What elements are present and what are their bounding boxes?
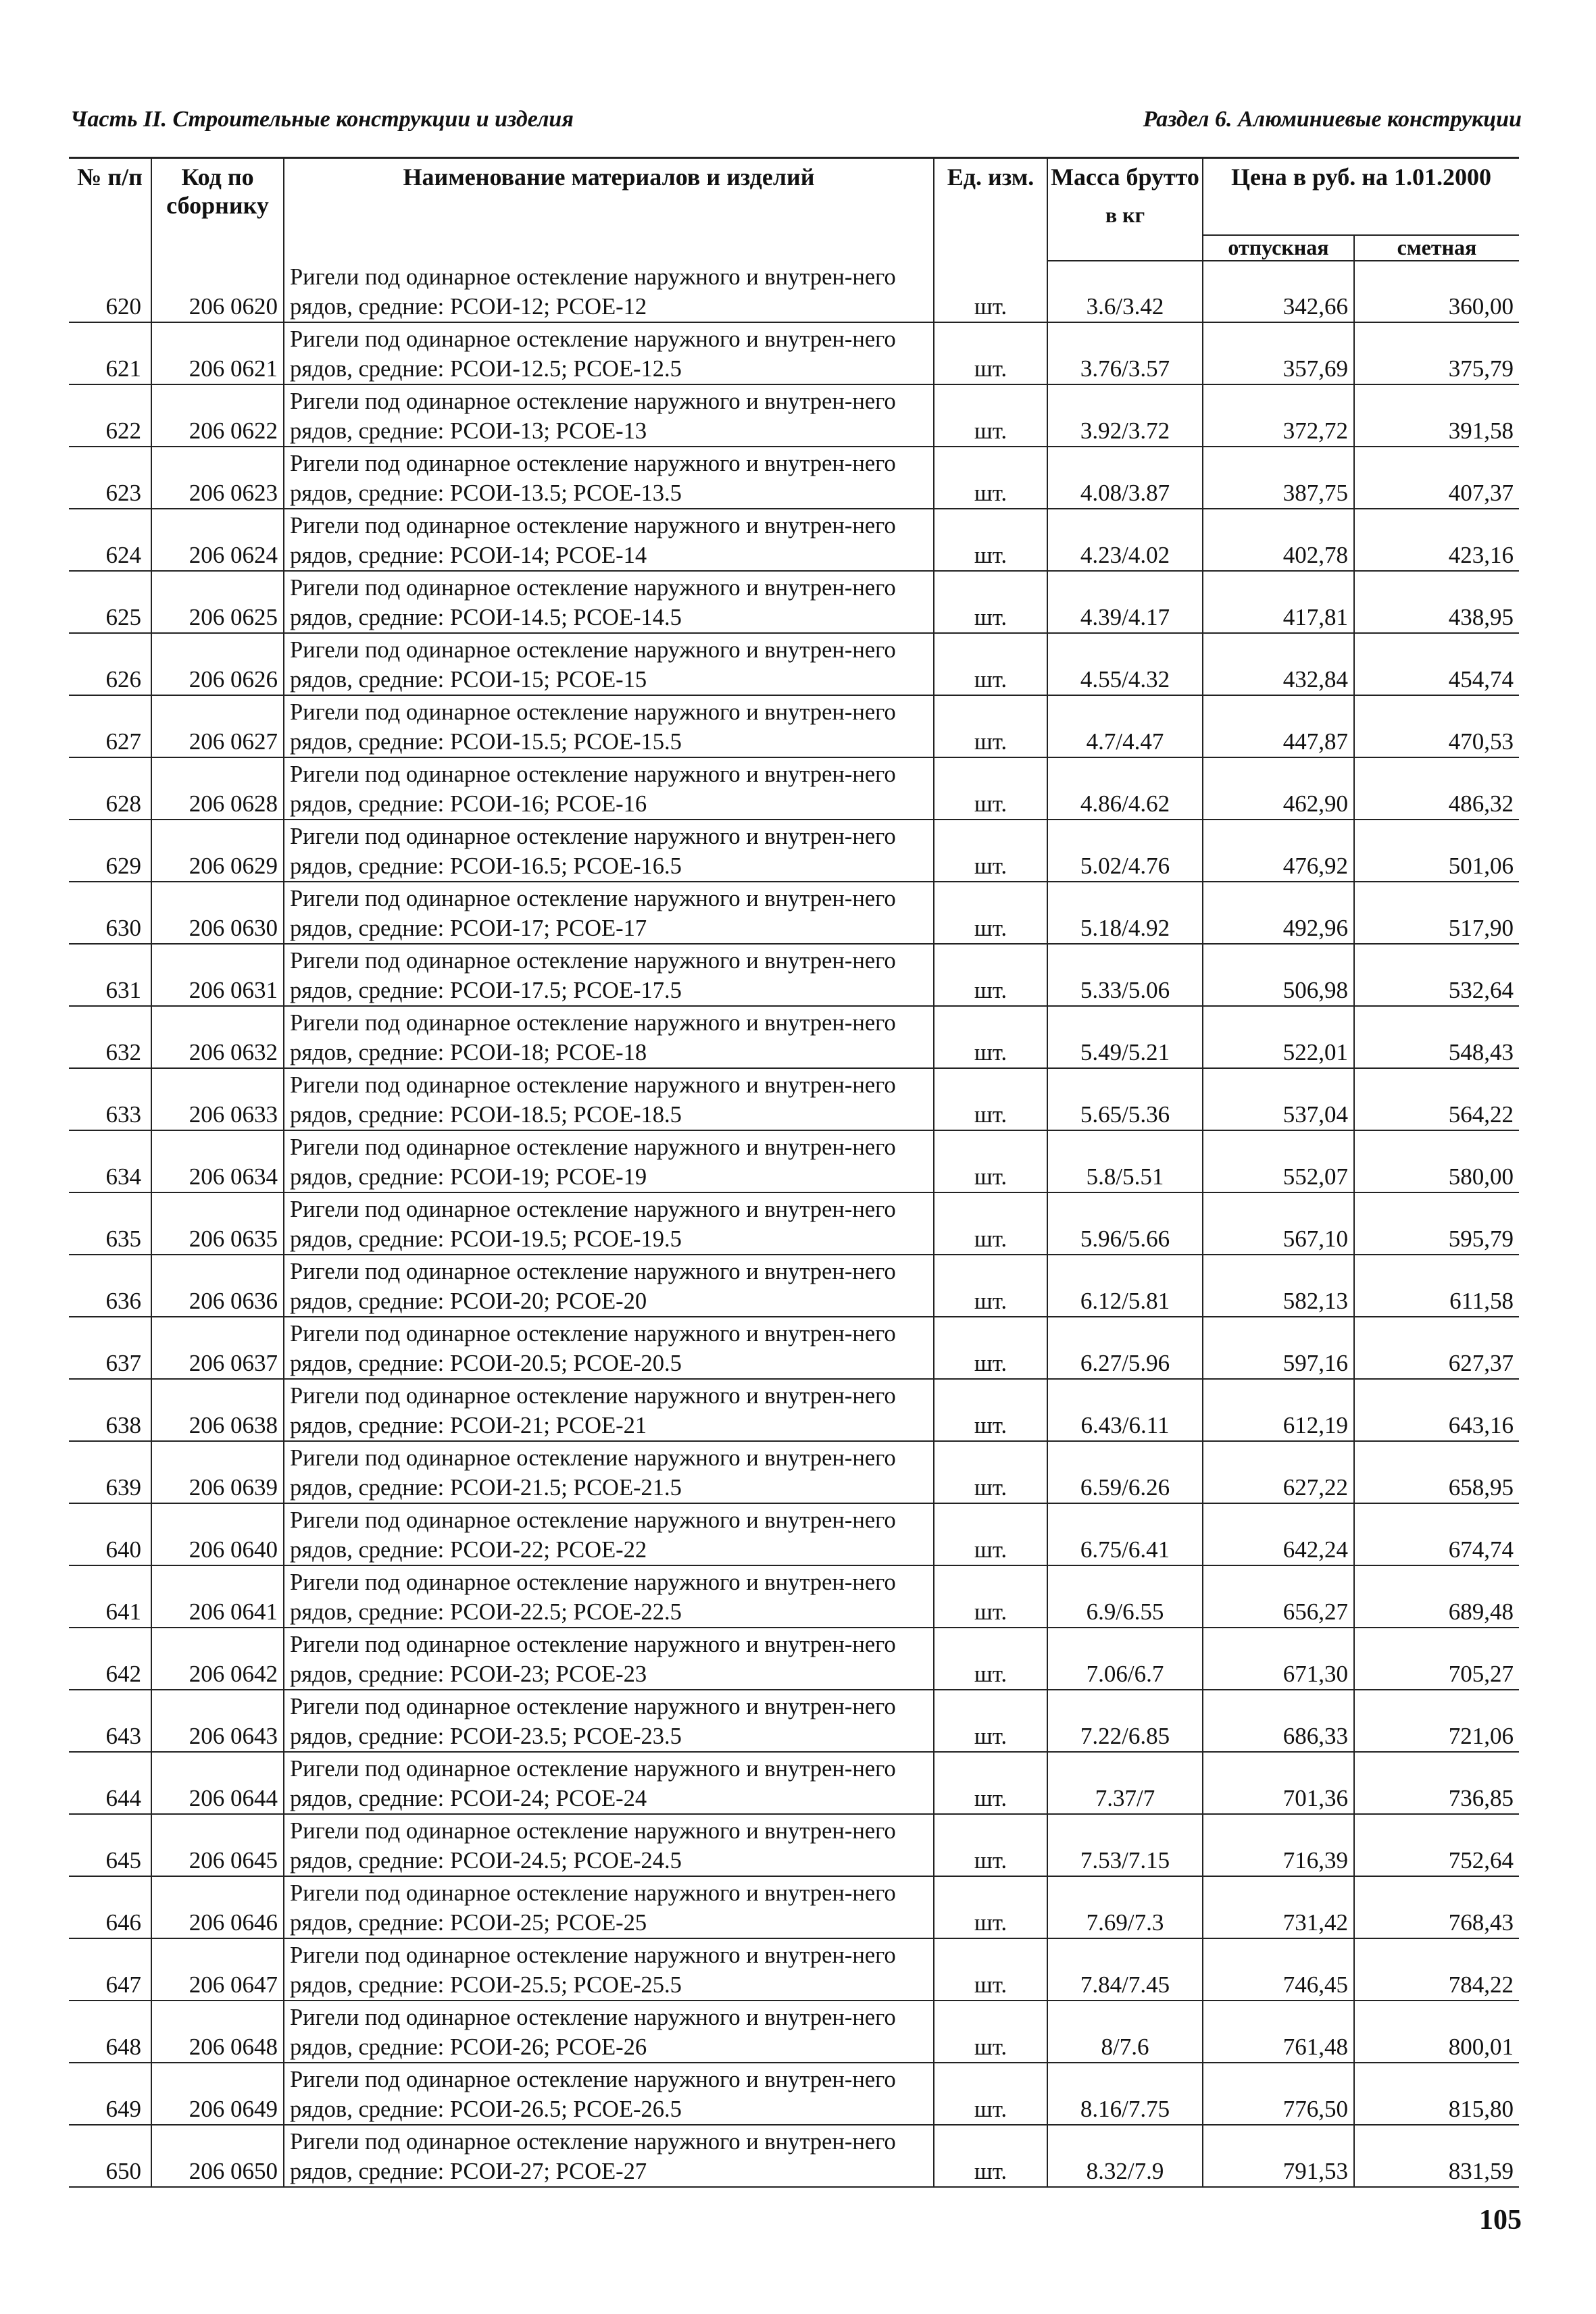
row-mass: 3.76/3.57 bbox=[1047, 322, 1203, 384]
row-name: Ригели под одинарное остекление наружного и внутрен-него рядов, средние: РСОИ-25.5; РСОЕ-25.5 bbox=[284, 1938, 934, 2001]
row-code: 206 0638 bbox=[151, 1379, 284, 1441]
row-num: 636 bbox=[69, 1255, 151, 1317]
row-code: 206 0632 bbox=[151, 1006, 284, 1068]
row-num: 642 bbox=[69, 1628, 151, 1690]
row-mass: 7.06/6.7 bbox=[1047, 1628, 1203, 1690]
row-price-release: 506,98 bbox=[1203, 944, 1354, 1006]
row-unit: шт. bbox=[934, 509, 1047, 571]
col-header-price-release: отпускная bbox=[1203, 235, 1354, 261]
row-num: 647 bbox=[69, 1938, 151, 2001]
table-row bbox=[69, 820, 1519, 882]
table-row bbox=[69, 2125, 1519, 2187]
row-code: 206 0620 bbox=[151, 261, 284, 322]
row-code: 206 0643 bbox=[151, 1690, 284, 1752]
row-price-estimate: 454,74 bbox=[1354, 633, 1519, 695]
row-price-release: 567,10 bbox=[1203, 1192, 1354, 1255]
row-code: 206 0647 bbox=[151, 1938, 284, 2001]
row-price-release: 357,69 bbox=[1203, 322, 1354, 384]
row-code: 206 0626 bbox=[151, 633, 284, 695]
row-code: 206 0636 bbox=[151, 1255, 284, 1317]
row-price-release: 761,48 bbox=[1203, 2001, 1354, 2063]
row-unit: шт. bbox=[934, 1752, 1047, 1814]
row-price-release: 656,27 bbox=[1203, 1565, 1354, 1628]
row-code: 206 0621 bbox=[151, 322, 284, 384]
table-row bbox=[69, 882, 1519, 944]
row-price-estimate: 501,06 bbox=[1354, 820, 1519, 882]
row-price-estimate: 580,00 bbox=[1354, 1130, 1519, 1192]
row-price-estimate: 564,22 bbox=[1354, 1068, 1519, 1130]
row-price-estimate: 800,01 bbox=[1354, 2001, 1519, 2063]
row-num: 628 bbox=[69, 757, 151, 820]
row-mass: 5.18/4.92 bbox=[1047, 882, 1203, 944]
row-code: 206 0646 bbox=[151, 1876, 284, 1938]
row-price-estimate: 627,37 bbox=[1354, 1317, 1519, 1379]
col-header-num: № п/п bbox=[69, 158, 151, 261]
row-price-release: 476,92 bbox=[1203, 820, 1354, 882]
row-mass: 5.8/5.51 bbox=[1047, 1130, 1203, 1192]
row-mass: 8.16/7.75 bbox=[1047, 2063, 1203, 2125]
row-num: 646 bbox=[69, 1876, 151, 1938]
row-name: Ригели под одинарное остекление наружного и внутрен-него рядов, средние: РСОИ-16.5; РСОЕ-16.5 bbox=[284, 820, 934, 882]
row-price-release: 372,72 bbox=[1203, 384, 1354, 447]
row-unit: шт. bbox=[934, 571, 1047, 633]
row-unit: шт. bbox=[934, 1876, 1047, 1938]
part-title: Часть II. Строительные конструкции и изделия bbox=[70, 107, 574, 132]
page-number: 105 bbox=[1479, 2205, 1522, 2236]
row-num: 623 bbox=[69, 447, 151, 509]
row-price-release: 612,19 bbox=[1203, 1379, 1354, 1441]
table-row bbox=[69, 261, 1519, 322]
row-num: 621 bbox=[69, 322, 151, 384]
row-unit: шт. bbox=[934, 2125, 1047, 2187]
row-price-release: 537,04 bbox=[1203, 1068, 1354, 1130]
row-price-estimate: 595,79 bbox=[1354, 1192, 1519, 1255]
row-name: Ригели под одинарное остекление наружного и внутрен-него рядов, средние: РСОИ-24; РСОЕ-24 bbox=[284, 1752, 934, 1814]
row-num: 627 bbox=[69, 695, 151, 757]
col-header-mass bbox=[1047, 158, 1203, 261]
row-mass: 6.75/6.41 bbox=[1047, 1503, 1203, 1565]
row-unit: шт. bbox=[934, 322, 1047, 384]
row-code: 206 0622 bbox=[151, 384, 284, 447]
row-price-estimate: 752,64 bbox=[1354, 1814, 1519, 1876]
row-price-release: 492,96 bbox=[1203, 882, 1354, 944]
row-mass: 5.33/5.06 bbox=[1047, 944, 1203, 1006]
row-unit: шт. bbox=[934, 1441, 1047, 1503]
row-price-release: 522,01 bbox=[1203, 1006, 1354, 1068]
table-row bbox=[69, 1628, 1519, 1690]
table-row bbox=[69, 571, 1519, 633]
row-code: 206 0640 bbox=[151, 1503, 284, 1565]
row-code: 206 0641 bbox=[151, 1565, 284, 1628]
row-name: Ригели под одинарное остекление наружного и внутрен-него рядов, средние: РСОИ-22.5; РСОЕ-22.5 bbox=[284, 1565, 934, 1628]
row-price-estimate: 815,80 bbox=[1354, 2063, 1519, 2125]
row-name: Ригели под одинарное остекление наружного и внутрен-него рядов, средние: РСОИ-15; РСОЕ-15 bbox=[284, 633, 934, 695]
table-row bbox=[69, 1752, 1519, 1814]
row-code: 206 0631 bbox=[151, 944, 284, 1006]
table-row bbox=[69, 757, 1519, 820]
row-num: 641 bbox=[69, 1565, 151, 1628]
row-num: 637 bbox=[69, 1317, 151, 1379]
row-price-release: 582,13 bbox=[1203, 1255, 1354, 1317]
row-mass: 6.59/6.26 bbox=[1047, 1441, 1203, 1503]
row-mass: 7.69/7.3 bbox=[1047, 1876, 1203, 1938]
row-code: 206 0642 bbox=[151, 1628, 284, 1690]
table-body bbox=[69, 261, 1519, 2187]
table-row bbox=[69, 944, 1519, 1006]
row-code: 206 0637 bbox=[151, 1317, 284, 1379]
row-name: Ригели под одинарное остекление наружного и внутрен-него рядов, средние: РСОИ-24.5; РСОЕ-24.5 bbox=[284, 1814, 934, 1876]
row-name: Ригели под одинарное остекление наружного и внутрен-него рядов, средние: РСОИ-22; РСОЕ-22 bbox=[284, 1503, 934, 1565]
row-mass: 5.96/5.66 bbox=[1047, 1192, 1203, 1255]
row-price-estimate: 532,64 bbox=[1354, 944, 1519, 1006]
row-unit: шт. bbox=[934, 820, 1047, 882]
row-unit: шт. bbox=[934, 1938, 1047, 2001]
row-name: Ригели под одинарное остекление наружного и внутрен-него рядов, средние: РСОИ-12; РСОЕ-12 bbox=[284, 261, 934, 322]
row-price-estimate: 611,58 bbox=[1354, 1255, 1519, 1317]
row-mass: 7.37/7 bbox=[1047, 1752, 1203, 1814]
row-unit: шт. bbox=[934, 1006, 1047, 1068]
row-num: 648 bbox=[69, 2001, 151, 2063]
row-num: 645 bbox=[69, 1814, 151, 1876]
row-unit: шт. bbox=[934, 2001, 1047, 2063]
row-price-release: 627,22 bbox=[1203, 1441, 1354, 1503]
row-num: 626 bbox=[69, 633, 151, 695]
running-header bbox=[70, 100, 1522, 132]
row-mass: 8.32/7.9 bbox=[1047, 2125, 1203, 2187]
row-price-estimate: 407,37 bbox=[1354, 447, 1519, 509]
row-unit: шт. bbox=[934, 1255, 1047, 1317]
row-code: 206 0628 bbox=[151, 757, 284, 820]
table-row bbox=[69, 1876, 1519, 1938]
row-num: 629 bbox=[69, 820, 151, 882]
row-num: 630 bbox=[69, 882, 151, 944]
row-name: Ригели под одинарное остекление наружного и внутрен-него рядов, средние: РСОИ-25; РСОЕ-25 bbox=[284, 1876, 934, 1938]
row-code: 206 0650 bbox=[151, 2125, 284, 2187]
row-num: 635 bbox=[69, 1192, 151, 1255]
table-row bbox=[69, 1006, 1519, 1068]
row-mass: 5.49/5.21 bbox=[1047, 1006, 1203, 1068]
table-row bbox=[69, 322, 1519, 384]
row-mass: 4.39/4.17 bbox=[1047, 571, 1203, 633]
row-price-estimate: 784,22 bbox=[1354, 1938, 1519, 2001]
row-num: 632 bbox=[69, 1006, 151, 1068]
row-unit: шт. bbox=[934, 757, 1047, 820]
row-mass: 7.22/6.85 bbox=[1047, 1690, 1203, 1752]
row-mass: 7.84/7.45 bbox=[1047, 1938, 1203, 2001]
row-mass: 4.08/3.87 bbox=[1047, 447, 1203, 509]
row-unit: шт. bbox=[934, 1628, 1047, 1690]
row-name: Ригели под одинарное остекление наружного и внутрен-него рядов, средние: РСОИ-23; РСОЕ-23 bbox=[284, 1628, 934, 1690]
row-mass: 7.53/7.15 bbox=[1047, 1814, 1203, 1876]
row-unit: шт. bbox=[934, 1068, 1047, 1130]
row-name: Ригели под одинарное остекление наружного и внутрен-него рядов, средние: РСОИ-17; РСОЕ-17 bbox=[284, 882, 934, 944]
row-price-release: 746,45 bbox=[1203, 1938, 1354, 2001]
table-row bbox=[69, 1192, 1519, 1255]
row-price-estimate: 643,16 bbox=[1354, 1379, 1519, 1441]
row-num: 624 bbox=[69, 509, 151, 571]
row-num: 649 bbox=[69, 2063, 151, 2125]
table-row bbox=[69, 1690, 1519, 1752]
row-name: Ригели под одинарное остекление наружного и внутрен-него рядов, средние: РСОИ-13.5; РСОЕ-13.5 bbox=[284, 447, 934, 509]
table-row bbox=[69, 509, 1519, 571]
row-code: 206 0623 bbox=[151, 447, 284, 509]
row-name: Ригели под одинарное остекление наружного и внутрен-него рядов, средние: РСОИ-18; РСОЕ-18 bbox=[284, 1006, 934, 1068]
row-price-estimate: 517,90 bbox=[1354, 882, 1519, 944]
row-unit: шт. bbox=[934, 882, 1047, 944]
row-unit: шт. bbox=[934, 1379, 1047, 1441]
row-price-release: 731,42 bbox=[1203, 1876, 1354, 1938]
row-mass: 4.86/4.62 bbox=[1047, 757, 1203, 820]
row-price-release: 432,84 bbox=[1203, 633, 1354, 695]
table-row bbox=[69, 1317, 1519, 1379]
row-price-estimate: 438,95 bbox=[1354, 571, 1519, 633]
price-table bbox=[69, 157, 1519, 2188]
row-num: 633 bbox=[69, 1068, 151, 1130]
row-num: 640 bbox=[69, 1503, 151, 1565]
table-row bbox=[69, 2001, 1519, 2063]
row-unit: шт. bbox=[934, 384, 1047, 447]
row-price-release: 597,16 bbox=[1203, 1317, 1354, 1379]
row-unit: шт. bbox=[934, 1565, 1047, 1628]
row-code: 206 0629 bbox=[151, 820, 284, 882]
row-price-release: 417,81 bbox=[1203, 571, 1354, 633]
table-row bbox=[69, 2063, 1519, 2125]
row-code: 206 0639 bbox=[151, 1441, 284, 1503]
col-header-name: Наименование материалов и изделий bbox=[284, 158, 934, 261]
row-unit: шт. bbox=[934, 1130, 1047, 1192]
row-price-release: 447,87 bbox=[1203, 695, 1354, 757]
row-unit: шт. bbox=[934, 447, 1047, 509]
row-mass: 6.9/6.55 bbox=[1047, 1565, 1203, 1628]
row-num: 620 bbox=[69, 261, 151, 322]
row-num: 634 bbox=[69, 1130, 151, 1192]
row-code: 206 0630 bbox=[151, 882, 284, 944]
row-num: 638 bbox=[69, 1379, 151, 1441]
row-mass: 3.92/3.72 bbox=[1047, 384, 1203, 447]
row-price-release: 776,50 bbox=[1203, 2063, 1354, 2125]
row-num: 631 bbox=[69, 944, 151, 1006]
row-price-estimate: 486,32 bbox=[1354, 757, 1519, 820]
row-name: Ригели под одинарное остекление наружного и внутрен-него рядов, средние: РСОИ-23.5; РСОЕ-23.5 bbox=[284, 1690, 934, 1752]
row-code: 206 0627 bbox=[151, 695, 284, 757]
row-mass: 6.43/6.11 bbox=[1047, 1379, 1203, 1441]
row-price-release: 552,07 bbox=[1203, 1130, 1354, 1192]
row-code: 206 0648 bbox=[151, 2001, 284, 2063]
row-name: Ригели под одинарное остекление наружного и внутрен-него рядов, средние: РСОИ-14; РСОЕ-14 bbox=[284, 509, 934, 571]
col-header-code: Код по сборнику bbox=[151, 158, 284, 261]
row-name: Ригели под одинарное остекление наружного и внутрен-него рядов, средние: РСОИ-12.5; РСОЕ-12.5 bbox=[284, 322, 934, 384]
table-row bbox=[69, 1503, 1519, 1565]
row-price-release: 342,66 bbox=[1203, 261, 1354, 322]
row-price-estimate: 721,06 bbox=[1354, 1690, 1519, 1752]
row-code: 206 0633 bbox=[151, 1068, 284, 1130]
row-name: Ригели под одинарное остекление наружного и внутрен-него рядов, средние: РСОИ-26; РСОЕ-26 bbox=[284, 2001, 934, 2063]
row-name: Ригели под одинарное остекление наружного и внутрен-него рядов, средние: РСОИ-27; РСОЕ-27 bbox=[284, 2125, 934, 2187]
row-price-release: 671,30 bbox=[1203, 1628, 1354, 1690]
row-mass: 5.02/4.76 bbox=[1047, 820, 1203, 882]
row-unit: шт. bbox=[934, 633, 1047, 695]
table-row bbox=[69, 1565, 1519, 1628]
row-num: 639 bbox=[69, 1441, 151, 1503]
row-unit: шт. bbox=[934, 695, 1047, 757]
row-name: Ригели под одинарное остекление наружного и внутрен-него рядов, средние: РСОИ-20; РСОЕ-20 bbox=[284, 1255, 934, 1317]
row-num: 650 bbox=[69, 2125, 151, 2187]
row-price-estimate: 705,27 bbox=[1354, 1628, 1519, 1690]
row-mass: 4.7/4.47 bbox=[1047, 695, 1203, 757]
row-price-estimate: 423,16 bbox=[1354, 509, 1519, 571]
row-name: Ригели под одинарное остекление наружного и внутрен-него рядов, средние: РСОИ-18.5; РСОЕ-18.5 bbox=[284, 1068, 934, 1130]
row-name: Ригели под одинарное остекление наружного и внутрен-него рядов, средние: РСОИ-16; РСОЕ-16 bbox=[284, 757, 934, 820]
table-row bbox=[69, 1379, 1519, 1441]
row-mass: 3.6/3.42 bbox=[1047, 261, 1203, 322]
row-num: 622 bbox=[69, 384, 151, 447]
row-price-estimate: 831,59 bbox=[1354, 2125, 1519, 2187]
row-name: Ригели под одинарное остекление наружного и внутрен-него рядов, средние: РСОИ-26.5; РСОЕ-26.5 bbox=[284, 2063, 934, 2125]
row-mass: 8/7.6 bbox=[1047, 2001, 1203, 2063]
col-header-unit: Ед. изм. bbox=[934, 158, 1047, 261]
row-price-estimate: 768,43 bbox=[1354, 1876, 1519, 1938]
row-unit: шт. bbox=[934, 1192, 1047, 1255]
row-price-estimate: 689,48 bbox=[1354, 1565, 1519, 1628]
row-unit: шт. bbox=[934, 1814, 1047, 1876]
table-row bbox=[69, 1441, 1519, 1503]
table-header bbox=[69, 158, 1519, 261]
row-name: Ригели под одинарное остекление наружного и внутрен-него рядов, средние: РСОИ-15.5; РСОЕ-15.5 bbox=[284, 695, 934, 757]
row-num: 625 bbox=[69, 571, 151, 633]
table-row bbox=[69, 384, 1519, 447]
row-price-estimate: 360,00 bbox=[1354, 261, 1519, 322]
row-mass: 6.12/5.81 bbox=[1047, 1255, 1203, 1317]
table-row bbox=[69, 1068, 1519, 1130]
row-price-estimate: 658,95 bbox=[1354, 1441, 1519, 1503]
row-mass: 4.55/4.32 bbox=[1047, 633, 1203, 695]
row-name: Ригели под одинарное остекление наружного и внутрен-него рядов, средние: РСОИ-14.5; РСОЕ-14.5 bbox=[284, 571, 934, 633]
row-name: Ригели под одинарное остекление наружного и внутрен-него рядов, средние: РСОИ-20.5; РСОЕ-20.5 bbox=[284, 1317, 934, 1379]
row-price-estimate: 470,53 bbox=[1354, 695, 1519, 757]
row-unit: шт. bbox=[934, 1503, 1047, 1565]
row-price-estimate: 375,79 bbox=[1354, 322, 1519, 384]
row-price-estimate: 674,74 bbox=[1354, 1503, 1519, 1565]
row-price-estimate: 548,43 bbox=[1354, 1006, 1519, 1068]
row-code: 206 0649 bbox=[151, 2063, 284, 2125]
col-header-price-estimate: сметная bbox=[1354, 235, 1519, 261]
table-row bbox=[69, 695, 1519, 757]
row-name: Ригели под одинарное остекление наружного и внутрен-него рядов, средние: РСОИ-19; РСОЕ-19 bbox=[284, 1130, 934, 1192]
row-unit: шт. bbox=[934, 1690, 1047, 1752]
row-mass: 6.27/5.96 bbox=[1047, 1317, 1203, 1379]
col-header-price-group: Цена в руб. на 1.01.2000 bbox=[1203, 158, 1519, 236]
row-num: 643 bbox=[69, 1690, 151, 1752]
row-code: 206 0645 bbox=[151, 1814, 284, 1876]
table-row bbox=[69, 1130, 1519, 1192]
row-code: 206 0624 bbox=[151, 509, 284, 571]
row-code: 206 0644 bbox=[151, 1752, 284, 1814]
row-code: 206 0634 bbox=[151, 1130, 284, 1192]
row-unit: шт. bbox=[934, 1317, 1047, 1379]
row-unit: шт. bbox=[934, 2063, 1047, 2125]
row-unit: шт. bbox=[934, 261, 1047, 322]
section-title: Раздел 6. Алюминиевые конструкции bbox=[1143, 107, 1522, 132]
row-price-release: 791,53 bbox=[1203, 2125, 1354, 2187]
row-name: Ригели под одинарное остекление наружного и внутрен-него рядов, средние: РСОИ-17.5; РСОЕ-17.5 bbox=[284, 944, 934, 1006]
row-name: Ригели под одинарное остекление наружного и внутрен-него рядов, средние: РСОИ-21.5; РСОЕ-21.5 bbox=[284, 1441, 934, 1503]
row-price-estimate: 736,85 bbox=[1354, 1752, 1519, 1814]
row-name: Ригели под одинарное остекление наружного и внутрен-него рядов, средние: РСОИ-19.5; РСОЕ-19.5 bbox=[284, 1192, 934, 1255]
row-mass: 4.23/4.02 bbox=[1047, 509, 1203, 571]
row-price-estimate: 391,58 bbox=[1354, 384, 1519, 447]
col-header-mass-label: Масса брутто bbox=[1051, 164, 1199, 191]
row-price-release: 402,78 bbox=[1203, 509, 1354, 571]
row-price-release: 686,33 bbox=[1203, 1690, 1354, 1752]
row-price-release: 701,36 bbox=[1203, 1752, 1354, 1814]
row-code: 206 0625 bbox=[151, 571, 284, 633]
col-header-mass-unit: в кг bbox=[1105, 203, 1145, 227]
row-code: 206 0635 bbox=[151, 1192, 284, 1255]
row-unit: шт. bbox=[934, 944, 1047, 1006]
row-price-release: 716,39 bbox=[1203, 1814, 1354, 1876]
row-name: Ригели под одинарное остекление наружного и внутрен-него рядов, средние: РСОИ-13; РСОЕ-13 bbox=[284, 384, 934, 447]
table-row bbox=[69, 447, 1519, 509]
row-mass: 5.65/5.36 bbox=[1047, 1068, 1203, 1130]
row-num: 644 bbox=[69, 1752, 151, 1814]
row-name: Ригели под одинарное остекление наружного и внутрен-него рядов, средние: РСОИ-21; РСОЕ-21 bbox=[284, 1379, 934, 1441]
row-price-release: 462,90 bbox=[1203, 757, 1354, 820]
table-row bbox=[69, 1814, 1519, 1876]
table-row bbox=[69, 1938, 1519, 2001]
row-price-release: 642,24 bbox=[1203, 1503, 1354, 1565]
table-row bbox=[69, 633, 1519, 695]
row-price-release: 387,75 bbox=[1203, 447, 1354, 509]
table-row bbox=[69, 1255, 1519, 1317]
